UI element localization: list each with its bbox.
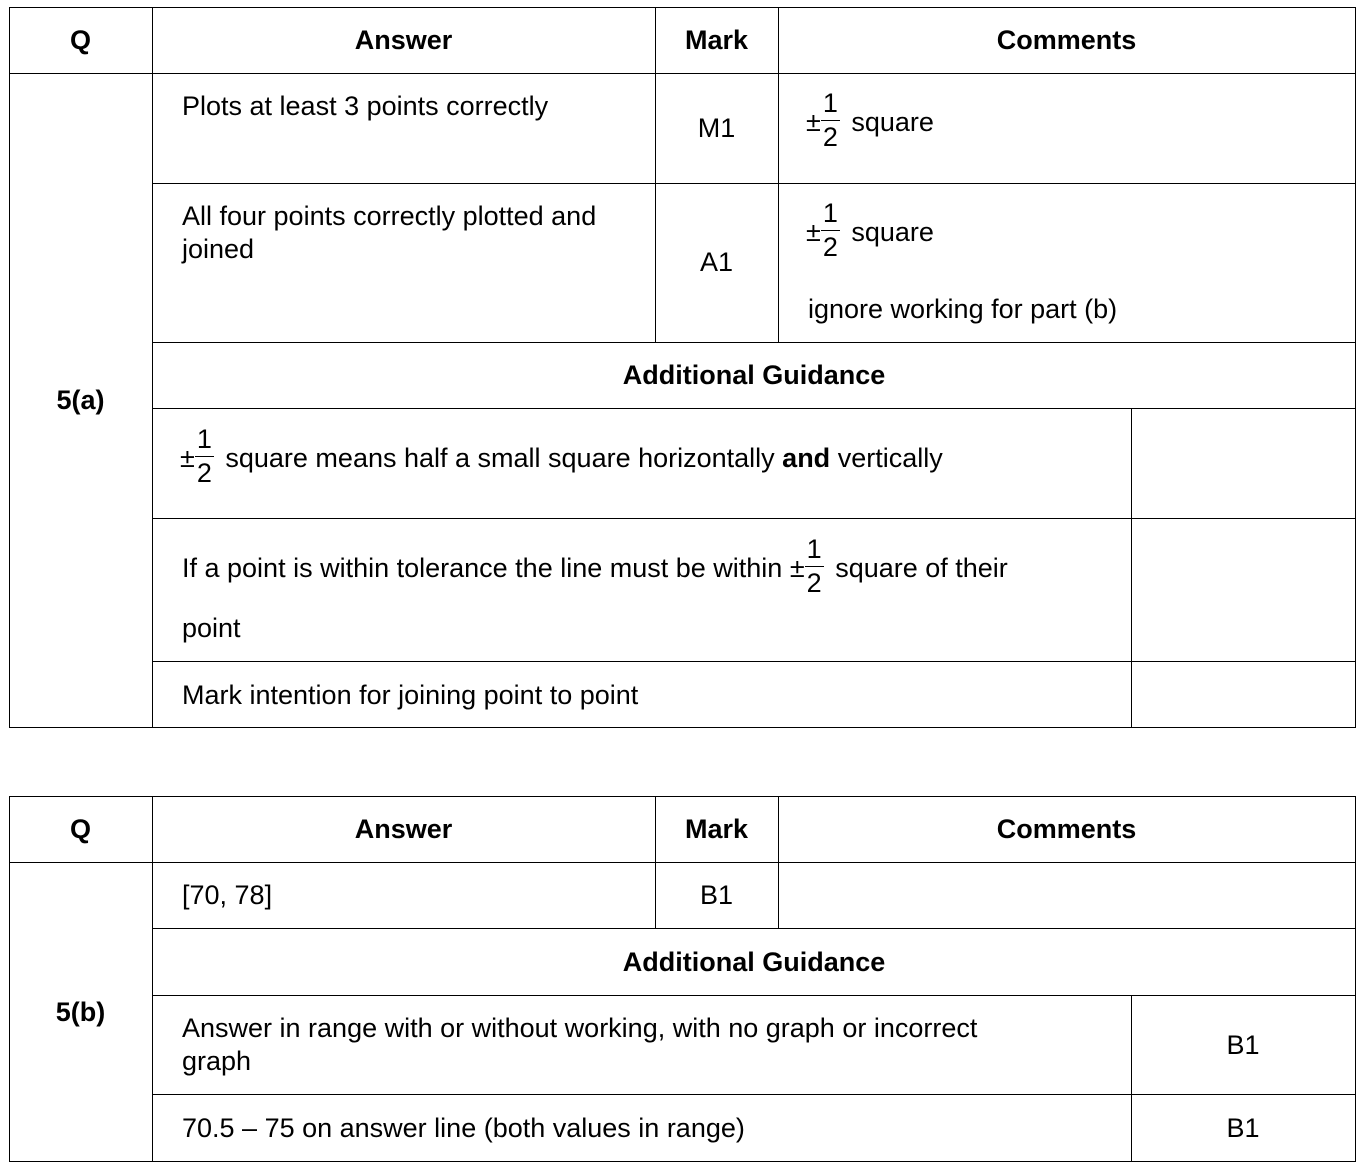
mark-code: M1	[697, 113, 736, 143]
plus-minus-symbol: ±	[806, 217, 821, 247]
question-number: 5(b)	[55, 997, 106, 1027]
header-mark: Mark	[684, 25, 749, 55]
rule	[152, 661, 1356, 662]
rule	[9, 73, 1356, 74]
comment-tolerance: ± $\frac{1}{2}$ square	[806, 88, 934, 152]
header-answer: Answer	[354, 25, 453, 55]
comment-tolerance: ± $\frac{1}{2}$ square	[806, 198, 934, 262]
mark-code: B1	[699, 880, 734, 910]
guidance-mark: B1	[1226, 1113, 1260, 1143]
question-number: 5(a)	[56, 385, 105, 415]
half-fraction: $\frac{1}{2}$	[196, 424, 212, 488]
rule	[152, 796, 153, 1162]
header-q: Q	[69, 25, 91, 55]
rule	[152, 928, 1356, 929]
header-comments: Comments	[996, 814, 1137, 844]
mark-code: A1	[699, 247, 734, 277]
rule	[152, 518, 1356, 519]
rule	[152, 408, 1356, 409]
guidance-text: ± $\frac{1}{2}$ square means half a small square horizontally and vertically	[180, 424, 943, 488]
guidance-text: point	[182, 613, 241, 643]
guidance-title: Additional Guidance	[622, 360, 886, 390]
rule	[655, 7, 656, 343]
answer-text: All four points correctly plotted and	[182, 201, 597, 231]
rule	[152, 1094, 1356, 1095]
header-comments: Comments	[996, 25, 1137, 55]
rule	[9, 7, 10, 728]
guidance-text: Answer in range with or without working, with no graph or incorrect	[182, 1013, 978, 1043]
guidance-text: If a point is within tolerance the line must be within ± $\frac{1}{2}$ square of their	[182, 534, 1008, 598]
guidance-mark: B1	[1226, 1030, 1260, 1060]
header-mark: Mark	[684, 814, 749, 844]
rule	[9, 862, 1356, 863]
rule	[1131, 408, 1132, 728]
plus-minus-symbol: ±	[789, 553, 805, 583]
rule	[152, 183, 1356, 184]
rule	[9, 796, 1356, 797]
guidance-title: Additional Guidance	[622, 947, 886, 977]
plus-minus-symbol: ±	[806, 107, 821, 137]
header-answer: Answer	[354, 814, 453, 844]
rule	[9, 796, 10, 1162]
rule	[778, 7, 779, 343]
guidance-text: 70.5 – 75 on answer line (both values in range)	[182, 1113, 745, 1143]
rule	[9, 7, 1356, 8]
rule	[152, 995, 1356, 996]
header-q: Q	[69, 814, 91, 844]
rule	[1355, 796, 1356, 1162]
rule	[152, 342, 1356, 343]
rule	[9, 727, 1356, 728]
comment-text: ignore working for part (b)	[808, 294, 1118, 324]
answer-text: Plots at least 3 points correctly	[182, 91, 549, 121]
rule	[9, 1161, 1356, 1162]
half-fraction: $\frac{1}{2}$	[822, 198, 838, 262]
answer-text: [70, 78]	[182, 880, 273, 910]
guidance-text: graph	[182, 1046, 252, 1076]
plus-minus-symbol: ±	[180, 443, 195, 473]
answer-text: joined	[182, 234, 255, 264]
half-fraction: $\frac{1}{2}$	[822, 88, 838, 152]
half-fraction: $\frac{1}{2}$	[806, 534, 822, 598]
guidance-text: Mark intention for joining point to point	[182, 680, 639, 710]
